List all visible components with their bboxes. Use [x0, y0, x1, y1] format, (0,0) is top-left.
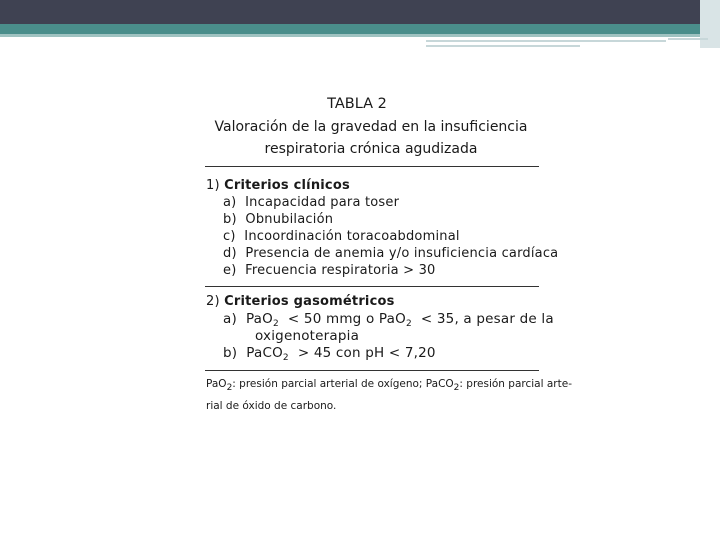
list-item: b) Obnubilación — [223, 212, 334, 227]
list-item: b) PaCO$_2$ > 45 con pH < 7,20 — [223, 345, 436, 363]
decorative-line — [426, 40, 666, 42]
list-item: e) Frecuencia respiratoria > 30 — [223, 263, 436, 278]
list-item: c) Incoordinación toracoabdominal — [223, 229, 460, 244]
list-item: a) Incapacidad para toser — [223, 195, 400, 210]
decorative-line — [426, 45, 580, 47]
list-item: d) Presencia de anemia y/o insuficiencia cardíaca — [223, 246, 559, 261]
table-title-line1: Valoración de la gravedad en la insuficiencia — [214, 119, 528, 135]
table-top-rule — [205, 166, 539, 167]
section-heading: 2) Criterios gasométricos — [206, 294, 395, 309]
list-item: a) PaO$_2$ < 50 mmg o PaO$_2$ < 35, a pesar de la — [223, 311, 554, 329]
header-bar-teal — [0, 24, 700, 34]
list-item-continuation: oxigenoterapia — [255, 328, 360, 344]
table-title-line2: respiratoria crónica agudizada — [264, 141, 478, 157]
table-bottom-rule — [205, 370, 539, 371]
footnote: PaO2: presión parcial arterial de oxígeno; PaCO2: presión parcial arte- rial de óxido de carbono. — [206, 378, 572, 412]
header-bar-dark — [0, 0, 700, 24]
header-corner-block — [700, 0, 720, 48]
section-divider — [205, 286, 539, 287]
table-label: TABLA 2 — [327, 96, 387, 112]
section-heading: 1) Criterios clínicos — [206, 178, 350, 193]
header-bar-accent — [0, 34, 700, 37]
decorative-line — [668, 38, 708, 40]
